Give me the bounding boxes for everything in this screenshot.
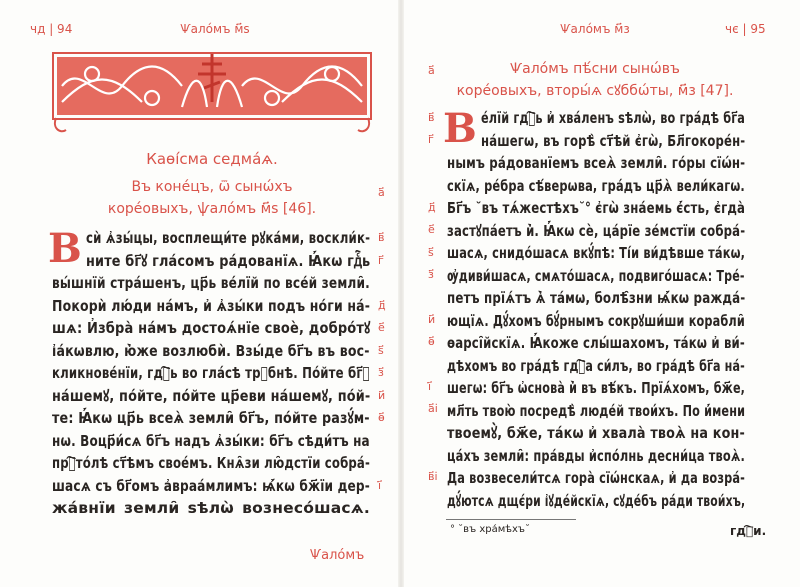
text-line: е́лїй гдⷭ҇ь и҆ хва́ленъ ѕѣлѡ̀, во гра́дѣ бг҃а [481, 109, 746, 127]
verse-number: г҃ [428, 133, 434, 146]
text-line: на́шемꙋ, по́йте, по́йте цр҃еви на́шемꙋ, по́й- [52, 386, 371, 405]
left-catchword: Ѱалóмъ [310, 548, 365, 563]
verse-number: д҃ [378, 299, 386, 312]
text-line: Покорѝ лю́ди на́мъ, и҆ ѧ҆зы́ки подъ но́ги на́- [52, 296, 371, 315]
text-line: мл҃ть твою̀ посредѣ̀ люде́й твои́хъ. По и҆́мени [447, 401, 746, 420]
text-line: дѣхомъ во гра́дѣ гдⷭ҇а си́лъ, во гра́дѣ бг҃а на́- [447, 356, 745, 375]
text-line: кликнове́нїи, гдⷭ҇ь во гла́сѣ трꙋбнѣ. По́йте бг҃ꙋ [52, 364, 370, 382]
text-line: сѝ ѧ҆зы́цы, восплещи́те рꙋка́ми, воскли́к- [86, 229, 371, 247]
verse-number: ѳ҃ [428, 335, 435, 348]
left-drop-cap: В [48, 225, 82, 272]
text-line: шасѧ, снидо́шасѧ вкꙋ́пѣ: Ті́и ви́дѣвше та́кѡ, [447, 244, 746, 262]
text-line: прⷭ҇то́лѣ ст҃ѣмъ свое́мъ. Кнѧ̑зи лю̑дстїи собра́- [52, 454, 370, 472]
text-line: жа́внїи земли̑ ѕѣлѡ̀ вознесо́шасѧ. [52, 499, 370, 517]
verse-number: а҃ [378, 186, 385, 199]
right-drop-cap: В [443, 105, 477, 152]
left-folio: чд | 94 [30, 22, 73, 36]
verse-number: и҃ [428, 313, 436, 326]
text-line: скїѧ, ре́бра сѣ́верѡва, гра́дъ цр҃ѧ̀ вели́кагѡ. [447, 176, 745, 195]
footnote: ° ˘въ хра́мѣхъ˘ [450, 524, 530, 535]
text-line: ющїѧ. Дꙋ́хомъ бꙋ́рнымъ сокрꙋши́ши корабли̑ [447, 311, 745, 330]
verse-number: з҃ [378, 366, 384, 379]
text-line: петъ прїѧ́тъ ѧ҆̀ та́мѡ, болѣ̑зни ѩ҆́кѡ ражда́- [447, 289, 746, 307]
text-line: нѡ. Воцр҃и́сѧ бг҃ъ надъ ѧ҆зы́ки: бг҃ъ сѣди́тъ на [52, 431, 370, 450]
text-line: твоемꙋ̀, бж҃е, та́кѡ и҆ хвала̀ твоѧ̀ на кон- [447, 424, 745, 442]
right-catchword: гдⷭ҇и. [730, 524, 767, 538]
text-line: нымъ ра́дованїемъ всеѧ̀ земли̑. го́ры сїѡ́н- [447, 154, 746, 172]
text-line: Да возвесели́тсѧ гора̀ сїѡ́нскаѧ, и҆ да возра́- [447, 469, 746, 487]
right-psalm-title-line-1: Ѱалóмъ пѣ́сни сынѡ́въ [510, 61, 680, 77]
verse-number: в҃ [428, 111, 435, 124]
verse-number: е҃ [378, 321, 385, 334]
verse-number: в҃ [378, 231, 385, 244]
verse-number: і҃ [428, 380, 432, 393]
verse-number: и҃ [378, 389, 386, 402]
verse-number: а҃і [428, 402, 438, 415]
text-line: шасѧ съ бг҃омъ а҆враа́млимъ: ѩ҆́кѡ бж҃їи дер- [52, 476, 370, 495]
text-line: Бг҃ъ ˘въ тѧ́жестѣхъ˘° є҆гѡ̀ зна́емь є҆́сть, є҆гда̀ [447, 199, 746, 217]
footnote-rule [446, 519, 576, 520]
verse-number: ѕ҃ [428, 246, 434, 259]
verse-number: д҃ [428, 201, 436, 214]
text-line: застꙋпа́етъ и҆̀. Ꙗ҆́кѡ сѐ, ца́рїе зе́мстїи собра́- [447, 221, 746, 240]
text-line: і҆а́кѡвлю, ю҆̀же возлюбѝ. Взы́де бг҃ъ въ вос- [52, 341, 370, 360]
verse-number: ѳ҃ [378, 411, 385, 424]
book-gutter [398, 0, 404, 587]
text-line: те: Ꙗ҆́кѡ цр҃ь всеѧ̀ земли̑ бг҃ъ, по́йте разꙋ́м- [52, 409, 370, 427]
text-line: ѹ҆диви́шасѧ, смѧто́шасѧ, подвиго́шасѧ: Тре́- [447, 266, 745, 285]
right-folio: чє | 95 [725, 22, 766, 36]
verse-number: і҃ [378, 479, 382, 492]
text-line: на́шегѡ, въ горѣ̀ ст҃ѣй є҆гѡ̀, Бл҃гокоре́н- [481, 131, 746, 150]
right-running-head: Ѱалóмъ м҃з [560, 22, 630, 36]
left-psalm-title-line-1: Въ конéцъ, ѿ сынѡ́хъ [131, 179, 293, 195]
text-line: дꙋ́ютсѧ дщє́ри і҆ꙋде́йскїѧ, сꙋде́бъ ра́ди твои́хъ, [447, 491, 746, 510]
text-line: шегѡ: бг҃ъ ѡ҆снова̀ и҆̀ въ вѣ́къ. Прїѧ́хомъ, бж҃е, [447, 379, 746, 397]
verse-number: ѕ҃ [378, 344, 384, 357]
verse-number: е҃ [428, 223, 435, 236]
text-line: вы́шнїй стра́шенъ, цр҃ь ве́лїй по все́й земли̑. [52, 274, 370, 292]
left-running-head: Ѱалóмъ м҃ѕ [180, 22, 250, 36]
ornamental-headpiece [52, 52, 372, 136]
verse-number: в҃і [428, 470, 438, 483]
text-line: шѧ: И҆збра̀ на́мъ достоѧ́нїе своѐ, добро́тꙋ [52, 319, 371, 337]
text-line: ните бг҃ꙋ гла́сомъ ра́дованїѧ. Ꙗ҆́кѡ гдⷭ҇ь [86, 251, 371, 270]
left-psalm-title-line-2: корéовыхъ, ѱалóмъ м҃ѕ [46]. [107, 201, 317, 217]
verse-number: з҃ [428, 268, 434, 281]
verse-number: а҃ [428, 64, 435, 77]
verse-number: г҃ [378, 254, 384, 267]
right-psalm-title-line-2: корéовыхъ, вторы́ѧ сꙋббѡ́ты, м҃з [47]. [456, 83, 734, 99]
kathisma-title: Каѳíсма седмáѧ. [146, 150, 278, 168]
text-line: ца́хъ земли̑: пра́вды и҆спо́лнь десни́ца твоѧ̀. [447, 446, 746, 465]
text-line: ѳарсі̑йскїѧ. Ꙗ҆́коже слы́шахомъ, та́кѡ и҆ ви́- [447, 334, 745, 352]
